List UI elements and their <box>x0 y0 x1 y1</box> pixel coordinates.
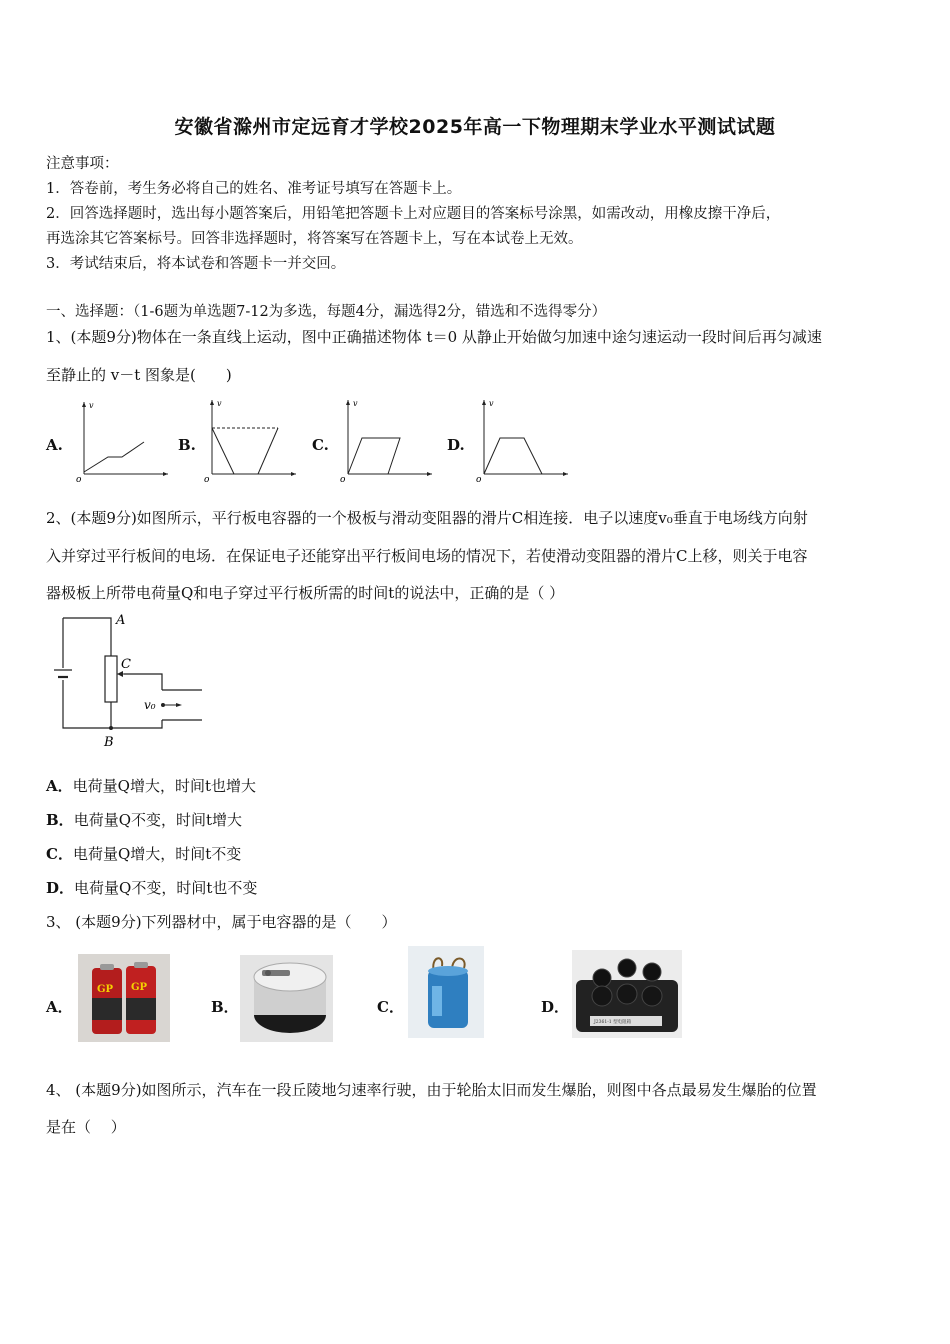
q1-option-c-label: C. <box>312 436 329 454</box>
question-2-line1: 2、(本题9分)如图所示，平行板电容器的一个极板与滑动变阻器的滑片C相连接．电子以速度v₀垂直于电场线方向射 <box>46 509 808 527</box>
axis-v-label: v <box>489 399 494 408</box>
q3-option-c-label: C． <box>377 998 404 1016</box>
resistance-box-image <box>572 950 682 1038</box>
label-b: B <box>104 735 114 750</box>
q3-option-a-label: A． <box>46 998 73 1016</box>
note-item: 再选涂其它答案标号。回答非选择题时，将答案写在答题卡上，写在本试卷上无效。 <box>46 231 583 247</box>
label-v0: v₀ <box>144 698 156 712</box>
choice-text: 电荷量Q增大，时间t不变 <box>72 845 242 863</box>
question-4-line1: 4、 (本题9分)如图所示，汽车在一段丘陵地匀速率行驶，由于轮胎太旧而发生爆胎，则图中各点最易发生爆胎的位置 <box>46 1081 817 1099</box>
label-a: A <box>116 613 126 628</box>
box-label: J2361-1 型电阻箱 <box>594 1020 632 1025</box>
axis-origin-label: o <box>340 475 346 485</box>
question-2-line3: 器极板上所带电荷量Q和电子穿过平行板所需的时间t的说法中，正确的是（ ） <box>46 584 565 602</box>
question-3-line1: 3、 (本题9分)下列器材中，属于电容器的是（ ） <box>46 913 397 931</box>
label-c: C <box>121 657 131 672</box>
note-item: 3．考试结束后，将本试卷和答题卡一并交回。 <box>46 256 346 272</box>
question-2-line2: 入并穿过平行板间的电场．在保证电子还能穿出平行板间电场的情况下，若使滑动变阻器的滑片C上移，则关于电容 <box>46 547 808 565</box>
choice-label: A． <box>46 777 73 795</box>
axis-v-label: v <box>353 399 358 408</box>
q1-option-b-label: B. <box>178 436 196 454</box>
axis-origin-label: o <box>476 475 482 485</box>
q2-choice-c <box>46 843 241 864</box>
choice-text: 电荷量Q不变，时间t增大 <box>73 811 243 829</box>
q1-option-d-label: D. <box>447 436 465 454</box>
axis-v-label: v <box>217 399 222 408</box>
q1-option-a-label: A. <box>46 436 63 454</box>
q3-option-d-label: D． <box>541 998 570 1016</box>
choice-label: C． <box>46 845 73 863</box>
axis-v-label: v <box>89 401 94 410</box>
vt-graph-b <box>202 396 302 486</box>
choice-text: 电荷量Q不变，时间t也不变 <box>74 879 258 897</box>
cylinder-device-image <box>240 955 333 1042</box>
battery-brand: GP <box>131 982 148 993</box>
page-title: 安徽省滁州市定远育才学校2025年高一下物理期末学业水平测试试题 <box>174 116 776 138</box>
vt-graph-a <box>72 396 172 486</box>
q2-choice-b <box>46 809 242 830</box>
capacitor-image <box>408 946 484 1038</box>
choice-label: D． <box>46 879 75 897</box>
circuit-diagram <box>44 608 219 753</box>
question-4-line2: 是在（ ） <box>46 1118 126 1136</box>
note-item: 2．回答选择题时，选出每小题答案后，用铅笔把答题卡上对应题目的答案标号涂黑，如需改动，用橡皮擦干净后， <box>46 206 781 222</box>
section-heading: 一、选择题：（1-6题为单选题7-12为多选，每题4分，漏选得2分，错选和不选得零分） <box>46 304 607 320</box>
question-1-line1: 1、(本题9分)物体在一条直线上运动，图中正确描述物体 t＝0 从静止开始做匀加速中途匀速运动一段时间后再匀减速 <box>46 328 822 346</box>
choice-label: B． <box>46 811 74 829</box>
axis-origin-label: o <box>76 475 82 485</box>
q3-option-b-label: B． <box>211 998 239 1016</box>
battery-brand: GP <box>97 984 114 995</box>
vt-graph-d <box>474 396 574 486</box>
choice-text: 电荷量Q增大，时间t也增大 <box>72 777 256 795</box>
notes-heading: 注意事项： <box>46 156 119 172</box>
note-item: 1．答卷前，考生务必将自己的姓名、准考证号填写在答题卡上。 <box>46 181 462 197</box>
axis-origin-label: o <box>204 475 210 485</box>
q2-choice-d <box>46 877 257 898</box>
q2-choice-a <box>46 775 256 796</box>
batteries-image <box>78 954 170 1042</box>
vt-graph-c <box>338 396 438 486</box>
question-1-line2: 至静止的 v－t 图象是( ) <box>46 366 232 384</box>
